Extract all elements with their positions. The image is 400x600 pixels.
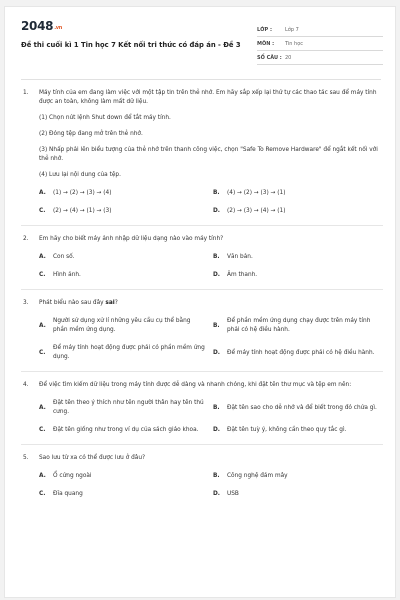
option-letter: A. [39,322,46,329]
option-letter: D. [213,491,221,497]
meta-row-class [257,23,383,37]
option-letter: D. [213,272,221,278]
option-text: Để máy tính hoạt động được phải có phần mềm ứng dụng. [53,345,205,360]
option-letter: B. [213,404,220,411]
option-a[interactable] [39,317,213,335]
question-number: 2. [23,236,29,242]
option-a[interactable] [39,472,213,481]
option-text: Đặt tên theo ý thích như tên người thân hay tên thú cưng. [53,400,204,415]
meta-row-subject [257,37,383,51]
option-text: Để máy tính hoạt động được phải có hệ điều hành. [227,349,375,356]
logo-text: 2048 [21,19,54,33]
option-letter: C. [39,272,46,278]
option-b[interactable] [213,189,387,198]
meta-key: LỚP : [257,26,272,33]
answer-options [39,399,381,435]
question-divider [21,289,383,290]
statement: (4) Lưu lại nội dung của tệp. [39,172,121,178]
option-letter: C. [39,349,46,356]
meta-value: 20 [285,54,292,61]
option-letter: B. [213,254,220,260]
question-emphasis: sai [105,300,115,306]
question-text [39,299,381,308]
option-letter: C. [39,491,46,497]
option-text: Con số. [53,254,75,260]
option-d[interactable] [213,271,387,280]
option-letter: C. [39,427,46,433]
question-divider [21,371,383,372]
meta-value: Lớp 7 [285,26,299,33]
option-text: Văn bản. [227,254,253,260]
option-text: Người sử dụng xử lí những yêu cầu cụ thể bằng phần mềm ứng dụng. [53,318,191,333]
option-d[interactable] [213,207,387,216]
question-text: Sao lưu từ xa có thể được lưu ở đâu? [39,455,146,461]
meta-key: MÔN : [257,40,275,47]
option-text: (2) → (4) → (1) → (3) [53,208,112,214]
question-divider [21,444,383,445]
option-b[interactable] [213,317,387,335]
option-letter: B. [213,473,220,479]
option-text: Đĩa quang [53,491,83,497]
page-title: Đề thi cuối kì 1 Tin học 7 Kết nối tri thức có đáp án - Đề 3 [21,41,241,49]
question-divider [21,225,383,226]
option-text: (4) → (2) → (3) → (1) [227,190,286,196]
option-text: Đặt tên giống như trong ví dụ của sách giáo khoa. [53,427,199,433]
option-letter: B. [213,322,220,329]
question-1 [23,89,381,216]
option-text: Đặt tên tuỳ ý, không cần theo quy tắc gì. [227,427,347,433]
option-letter: A. [39,404,46,411]
option-text: Công nghệ đám mây [227,473,288,479]
option-letter: D. [213,427,221,433]
logo-suffix: .vn [54,25,63,31]
option-letter: A. [39,190,46,196]
option-text: Âm thanh. [227,272,258,278]
answer-options [39,472,381,499]
option-c[interactable] [39,207,213,216]
meta-row-question-count [257,51,383,65]
option-letter: A. [39,473,46,479]
question-2 [23,235,381,280]
question-4 [23,381,381,435]
option-letter: B. [213,190,220,196]
question-text-part: ? [114,300,118,306]
site-logo[interactable] [21,19,62,33]
option-letter: A. [39,254,46,260]
question-3 [23,299,381,362]
statement: (1) Chọn nút lệnh Shut down để tắt máy tính. [39,115,171,121]
exam-page [4,6,396,598]
option-b[interactable] [213,253,387,262]
question-number: 4. [23,382,29,388]
question-number: 3. [23,300,29,306]
statement: (2) Đóng tệp đang mở trên thẻ nhớ. [39,131,143,137]
option-b[interactable] [213,472,387,481]
answer-options [39,317,381,362]
option-text: USB [227,491,239,497]
question-list [23,89,381,499]
option-text: Hình ảnh. [53,272,81,278]
question-text: Máy tính của em đang làm việc với một tập tin trên thẻ nhớ. Em hãy sắp xếp lại thứ tự các thao tác sau để máy tính được an toàn, không làm mất dữ liệu. [39,90,377,105]
answer-options [39,189,381,216]
question-number: 1. [23,90,29,96]
exam-meta-table [257,23,383,65]
question-text: Em hãy cho biết máy ảnh nhập dữ liệu dạng nào vào máy tính? [39,236,224,242]
option-b[interactable] [213,399,387,417]
option-letter: D. [213,208,221,214]
page-header [21,19,383,73]
option-d[interactable] [213,490,387,499]
question-text-part: Phát biểu nào sau đây [39,300,106,306]
option-text: (2) → (3) → (4) → (1) [227,208,286,214]
option-a[interactable] [39,189,213,198]
option-c[interactable] [39,344,213,362]
meta-value: Tin học [285,40,304,47]
question-number: 5. [23,455,29,461]
option-text: Để phần mềm ứng dụng chạy được trên máy tính phải có hệ điều hành. [227,318,371,333]
question-text: Để việc tìm kiếm dữ liệu trong máy tính được dễ dàng và nhanh chóng, khi đặt tên thư mục và tệp em nên: [39,382,352,388]
statement: (3) Nhấp phải lên biểu tượng của thẻ nhớ trên thanh công việc, chọn "Safe To Remove Hardware" để ngắt kết nối với thẻ nhớ. [39,147,378,162]
header-divider [21,79,381,80]
option-text: (1) → (2) → (3) → (4) [53,190,112,196]
option-a[interactable] [39,253,213,262]
option-letter: D. [213,349,221,356]
question-5 [23,454,381,499]
option-c[interactable] [39,426,213,435]
option-letter: C. [39,208,46,214]
answer-options [39,253,381,280]
meta-key: SỐ CÂU : [257,54,282,61]
option-a[interactable] [39,399,213,417]
option-d[interactable] [213,426,387,435]
option-c[interactable] [39,271,213,280]
option-c[interactable] [39,490,213,499]
option-d[interactable] [213,344,387,362]
option-text: Ổ cứng ngoài [53,473,92,479]
option-text: Đặt tên sao cho dễ nhớ và để biết trong đó chứa gì. [227,404,377,411]
